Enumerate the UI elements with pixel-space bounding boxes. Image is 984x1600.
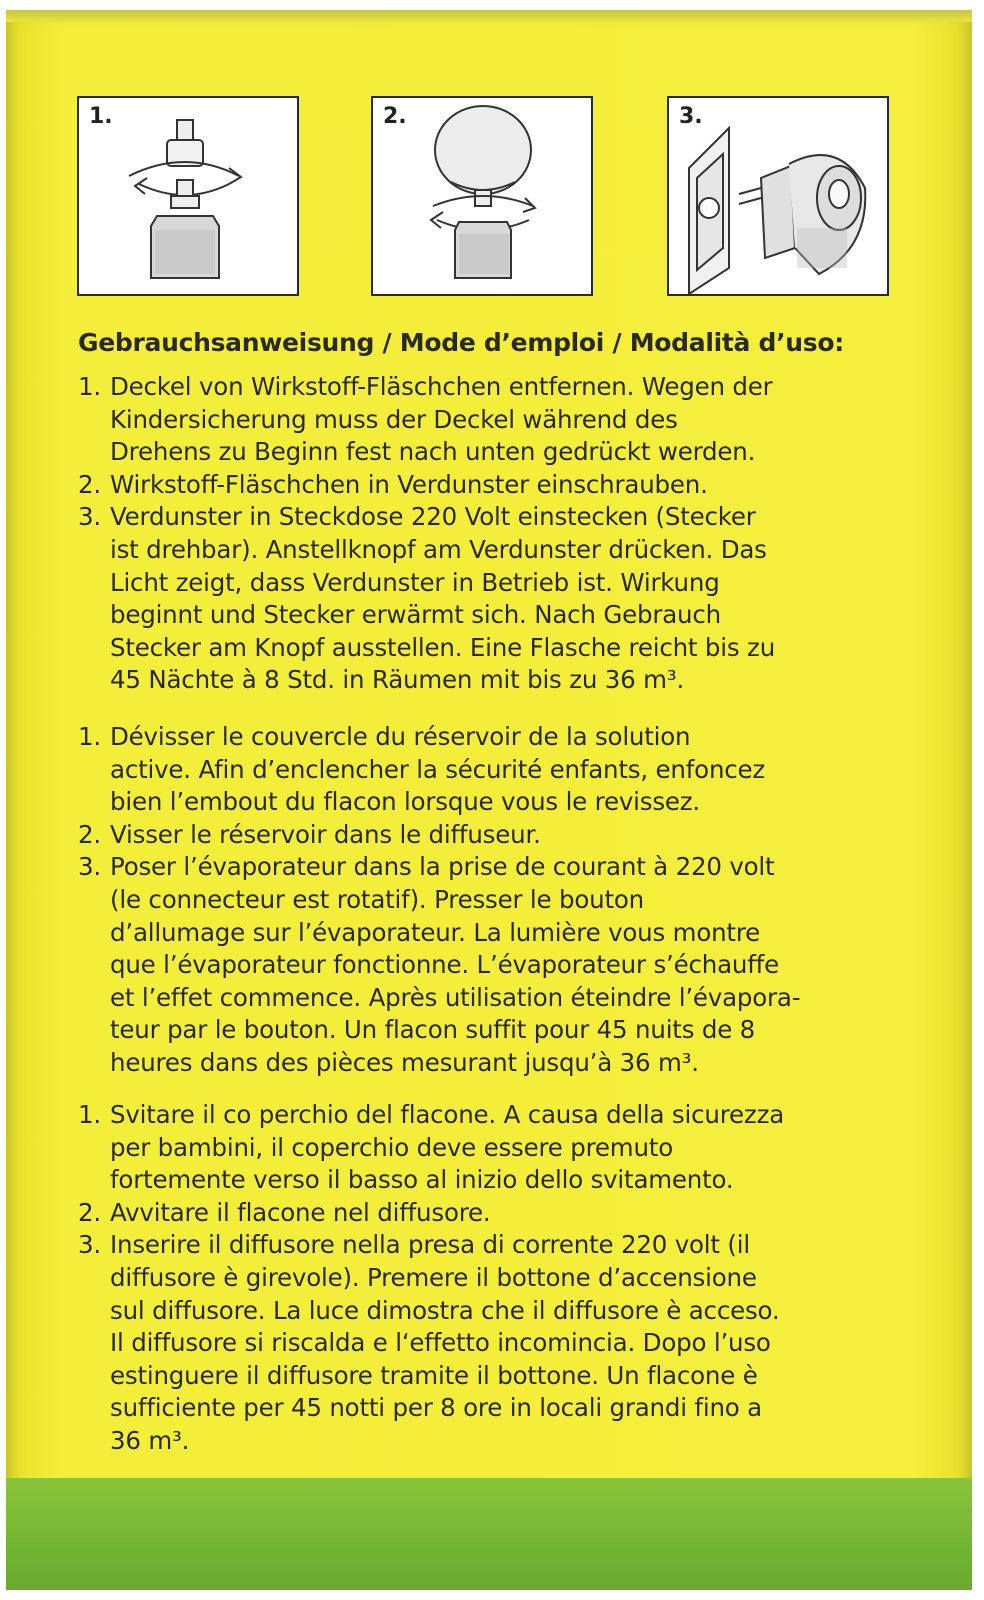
step-text: per bambini, il coperchio deve essere premuto (110, 1132, 673, 1162)
step-text: Verdunster in Steckdose 220 Volt einstecken (Stecker (110, 502, 756, 532)
step-panel-3 (667, 96, 889, 296)
step-list-number: 2. (78, 469, 101, 499)
step-text: diffusore è girevole). Premere il bottone d’accensione (110, 1263, 757, 1292)
step-text: Stecker am Knopf ausstellen. Eine Flasche reicht bis zu (110, 632, 776, 662)
step-text: Il diffusore si riscalda e l‘effetto incomincia. Dopo l’uso (110, 1328, 771, 1358)
step-panel-1 (77, 96, 299, 296)
step-text: heures dans des pièces mesurant jusqu’à 36 m³. (110, 1048, 699, 1077)
step-text: Dévisser le couvercle du réservoir de la solution (110, 722, 691, 751)
step-number: 2. (383, 104, 407, 129)
instructions-heading: Gebrauchsanweisung / Mode d’emploi / Modalità d’uso: (78, 328, 844, 357)
step-text: estinguere il diffusore tramite il bottone. Un flacone è (110, 1360, 758, 1390)
step-list-number: 1. (78, 722, 101, 751)
step-text: ist drehbar). Anstellknopf am Verdunster drücken. Das (110, 535, 767, 564)
step-text: Poser l’évaporateur dans la prise de courant à 220 volt (110, 852, 775, 882)
step-list-number: 3. (78, 502, 101, 532)
step-text: teur par le bouton. Un flacon suffit pour 45 nuits de 8 (110, 1015, 756, 1045)
step-text: active. Afin d’enclencher la sécurité enfants, enfoncez (110, 754, 766, 784)
step-text: Licht zeigt, dass Verdunster in Betrieb ist. Wirkung (110, 567, 720, 597)
step-text: que l’évaporateur fonctionne. L’évaporateur s’échauffe (110, 950, 779, 980)
step-number: 1. (89, 104, 113, 129)
step-text: et l’effet commence. Après utilisation éteindre l’évapora- (110, 982, 801, 1012)
step-list-number: 2. (78, 1197, 101, 1227)
step-text: Deckel von Wirkstoff-Fläschchen entfernen. Wegen der (110, 372, 773, 401)
step-text: sul diffusore. La luce dimostra che il diffusore è acceso. (110, 1295, 780, 1325)
step-text: 45 Nächte à 8 Std. in Räumen mit bis zu 36 m³. (110, 665, 685, 695)
step-text: Visser le réservoir dans le diffuseur. (110, 819, 541, 849)
step-text: Kindersicherung muss der Deckel während des (110, 404, 678, 434)
box-top-flap (6, 10, 972, 22)
step-text: Svitare il co perchio del flacone. A causa della sicurezza (110, 1100, 785, 1129)
step-list-number: 1. (78, 1100, 101, 1129)
step-text: fortemente verso il basso al inizio dello svitamento. (110, 1165, 734, 1195)
step-list-number: 2. (78, 819, 101, 849)
step-text: d’allumage sur l’évaporateur. La lumière vous montre (110, 917, 761, 947)
step-number: 3. (679, 104, 703, 129)
step-text: sufficiente per 45 notti per 8 ore in locali grandi fino a (110, 1393, 762, 1423)
step-text: beginnt und Stecker erwärmt sich. Nach Gebrauch (110, 600, 721, 630)
step-text: Drehens zu Beginn fest nach unten gedrückt werden. (110, 437, 756, 467)
step-list-number: 3. (78, 852, 101, 882)
step-panel-2 (371, 96, 593, 296)
step-list-number: 3. (78, 1230, 101, 1260)
step-text: Inserire il diffusore nella presa di corrente 220 volt (il (110, 1230, 750, 1260)
step-text: bien l’embout du flacon lorsque vous le revissez. (110, 787, 701, 817)
step-text: 36 m³. (110, 1426, 190, 1455)
step-text: Avvitare il flacone nel diffusore. (110, 1197, 491, 1227)
step-text: Wirkstoff-Fläschchen in Verdunster einschrauben. (110, 469, 708, 499)
step-list-number: 1. (78, 372, 101, 401)
product-box-back (6, 10, 972, 1590)
green-band (6, 1478, 972, 1590)
step-text: (le connecteur est rotatif). Presser le bouton (110, 885, 644, 914)
